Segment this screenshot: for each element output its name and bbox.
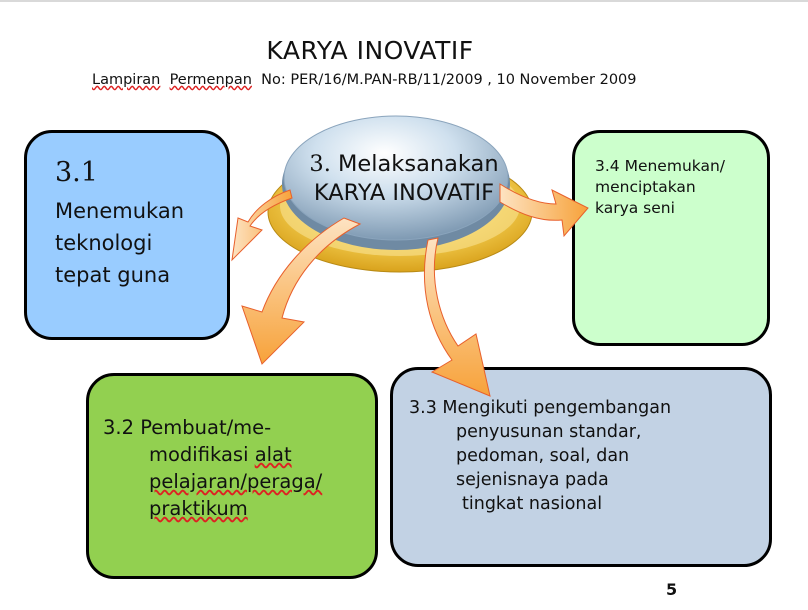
box-3-2-word: modifikasi — [149, 443, 255, 466]
box-3-4-line: karya seni — [595, 199, 675, 217]
box-3-4-line: 3.4 Menemukan/ — [595, 157, 726, 175]
box-3-3-line: 3.3 Mengikuti pengembangan — [409, 398, 672, 418]
box-3-1-number: 3.1 — [55, 157, 98, 188]
hub-label — [296, 150, 512, 208]
box-3-3-line: penyusunan standar, — [456, 422, 642, 442]
box-3-2-word: praktikum — [149, 497, 248, 520]
box-3-1-line: Menemukan — [55, 199, 185, 223]
subtitle-word-permenpan: Permenpan — [169, 72, 252, 88]
box-3-3-line: tingkat nasional — [462, 494, 603, 514]
hub-number: 3. — [309, 151, 331, 177]
hub-word: Melaksanakan — [338, 151, 499, 177]
box-3-3-line: sejenisnaya pada — [456, 470, 609, 490]
box-3-3-line: pedoman, soal, dan — [456, 446, 630, 466]
box-3-2-word-alat: alat — [254, 443, 292, 466]
subtitle-word-lampiran: Lampiran — [92, 72, 161, 88]
box-3-4-line: menciptakan — [595, 178, 696, 196]
box-3-1-line: tepat guna — [55, 263, 171, 287]
subtitle-regulation: No: PER/16/M.PAN-RB/11/2009 , 10 November 2009 — [261, 72, 637, 88]
box-3-2-word: pelajaran/peraga/ — [149, 470, 323, 493]
hub-line-1 — [296, 150, 512, 178]
page-title: KARYA INOVATIF — [266, 36, 474, 65]
hub-line-2: KARYA INOVATIF — [313, 180, 495, 206]
box-3-1-line: teknologi — [55, 231, 153, 255]
box-3-2-line: 3.2 Pembuat/me- — [103, 416, 272, 439]
page-number: 5 — [666, 580, 678, 599]
